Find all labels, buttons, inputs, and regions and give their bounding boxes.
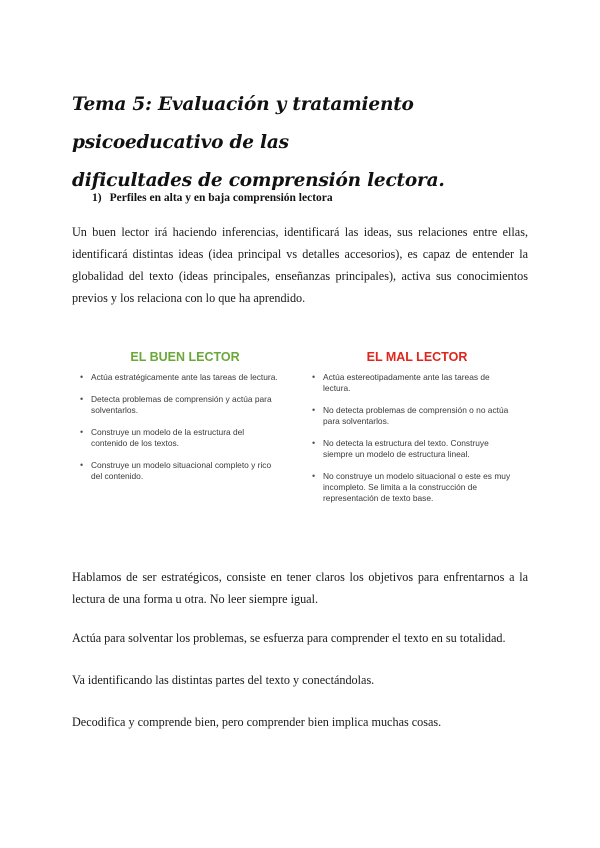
list-item: • Actúa estereotipadamente ante las tareas de lectura. — [312, 372, 512, 394]
good-reader-column — [80, 350, 280, 493]
paragraph-decodes: Decodifica y comprende bien, pero comprender bien implica muchas cosas. — [72, 715, 442, 729]
paragraph-problems: Actúa para solventar los problemas, se esfuerza para comprender el texto en su totalidad. — [72, 631, 506, 645]
bad-reader-list — [312, 372, 512, 504]
good-reader-list — [80, 372, 280, 482]
paragraph-strategic: Hablamos de ser estratégicos, consiste en tener claros los objetivos para enfrentarnos a la lectura de una forma u otra. No leer siempre igual. — [72, 570, 528, 606]
list-item: • No detecta problemas de comprensión o no actúa para solventarlos. — [312, 405, 512, 427]
reader-comparison-figure — [80, 350, 530, 540]
page-title — [72, 86, 532, 200]
list-item: • Actúa estratégicamente ante las tareas de lectura. — [80, 372, 280, 383]
list-item: • No detecta la estructura del texto. Construye siempre un modelo de estructura lineal. — [312, 438, 512, 460]
list-item: • No construye un modelo situacional o este es muy incompleto. Se limita a la construcción de representación de texto base. — [312, 471, 512, 504]
bad-reader-column — [312, 350, 512, 515]
title-line-2: dificultades de comprensión lectora. — [72, 170, 445, 191]
section-heading-text: Perfiles en alta y en baja comprensión lectora — [109, 192, 333, 204]
list-item: • Construye un modelo de la estructura del contenido de los textos. — [80, 427, 280, 449]
title-line-1: Tema 5: Evaluación y tratamiento psicoeducativo de las — [72, 94, 414, 153]
good-reader-title: EL BUEN LECTOR — [130, 350, 240, 364]
list-item: • Detecta problemas de comprensión y actúa para solventarlos. — [80, 394, 280, 416]
paragraph-parts: Va identificando las distintas partes del texto y conectándolas. — [72, 673, 375, 687]
section-heading — [92, 192, 333, 204]
section-number: 1) — [92, 192, 102, 204]
bad-reader-title: EL MAL LECTOR — [366, 350, 468, 364]
list-item: • Construye un modelo situacional completo y rico del contenido. — [80, 460, 280, 482]
intro-paragraph: Un buen lector irá haciendo inferencias, identificará las ideas, sus relaciones entre ellas, identificará distintas ideas (idea principal vs detalles accesorios), es capaz de entender la globalidad del texto (ideas principales, enseñanzas principales), activa sus conocimientos previos y los relaciona con lo que ha aprendido. — [72, 225, 528, 305]
